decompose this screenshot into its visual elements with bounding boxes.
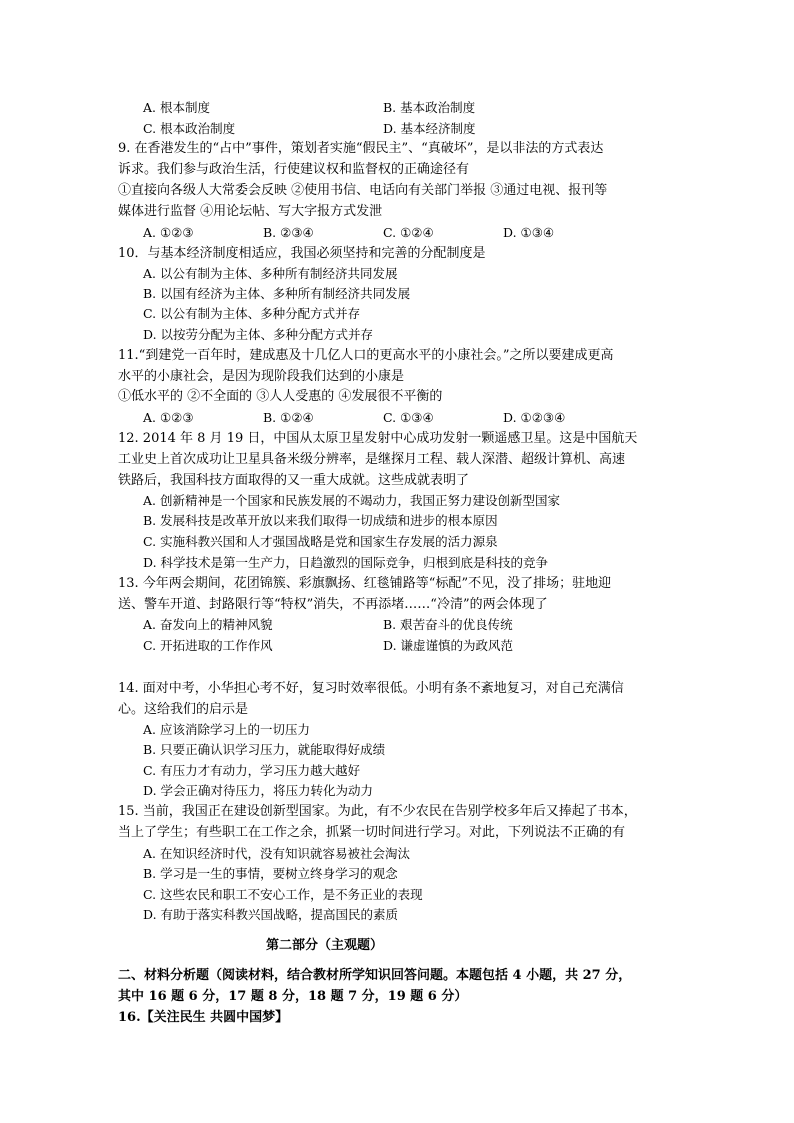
q14-stem-line2: 心。这给我们的启示是 (118, 702, 249, 717)
q8-option-a: A. 根本制度 (143, 100, 210, 115)
q13-option-c: C. 开拓进取的工作作风 (143, 638, 273, 653)
q15-stem-line1: 15. 当前，我国正在建设创新型国家。为此，有不少农民在告别学校多年后又捧起了书本， (118, 804, 637, 819)
q12-stem-line2: 工业史上首次成功让卫星具备米级分辨率，是继探月工程、载人深潜、超级计算机、高速 (118, 452, 626, 467)
q9-stem-line2: 诉求。我们参与政治生活，行使建议权和监督权的正确途径有 (118, 162, 470, 177)
q9-items-line1: ①直接向各级人大常委会反映 ②使用书信、电话向有关部门举报 ③通过电视、报刊等 (118, 183, 608, 198)
q12-option-a: A. 创新精神是一个国家和民族发展的不竭动力，我国正努力建设创新型国家 (143, 493, 560, 508)
q11-option-b: B. ①②④ (263, 410, 314, 425)
q11-option-d: D. ①②③④ (503, 410, 566, 425)
q8-option-c: C. 根本政治制度 (143, 121, 236, 136)
q15-option-c: C. 这些农民和职工不安心工作，是不务正业的表现 (143, 887, 423, 902)
q13-stem-line1: 13. 今年两会期间，花团锦簇、彩旗飘扬、红毯铺路等“标配”不见，没了排场；驻地迎 (118, 576, 612, 591)
q12-stem-line1: 12. 2014 年 8 月 19 日，中国从太原卫星发射中心成功发射一颗遥感卫星。这是中国航天 (118, 431, 638, 446)
part2-title: 第二部分（主观题） (266, 938, 384, 953)
q9-option-b: B. ②③④ (263, 225, 314, 240)
q14-option-a: A. 应该消除学习上的一切压力 (143, 722, 310, 737)
q10-stem: 10．与基本经济制度相适应，我国必须坚持和完善的分配制度是 (118, 246, 486, 261)
q14-option-d: D. 学会正确对待压力，将压力转化为动力 (143, 783, 374, 798)
q9-stem-line1: 9. 在香港发生的“占中”事件，策划者实施“假民主”、“真破坏”，是以非法的方式表达 (118, 141, 604, 156)
q14-stem-line1: 14. 面对中考，小华担心考不好，复习时效率很低。小明有条不紊地复习，对自己充满信 (118, 681, 624, 696)
q12-option-c: C. 实施科教兴国和人才强国战略是党和国家生存发展的活力源泉 (143, 534, 498, 549)
q15-option-a: A. 在知识经济时代，没有知识就容易被社会淘汰 (143, 846, 410, 861)
q9-option-d: D. ①③④ (503, 225, 555, 240)
q13-option-d: D. 谦虚谨慎的为政风范 (383, 638, 514, 653)
q12-stem-line3: 铁路后，我国科技方面取得的又一重大成就。这些成就表明了 (118, 473, 470, 488)
q13-option-a: A. 奋发向上的精神风貌 (143, 617, 273, 632)
q12-option-d: D. 科学技术是第一生产力，日趋激烈的国际竞争，归根到底是科技的竞争 (143, 555, 549, 570)
q8-option-b: B. 基本政治制度 (383, 100, 476, 115)
q15-option-d: D. 有助于落实科教兴国战略，提高国民的素质 (143, 907, 399, 922)
q15-stem-line2: 当上了学生；有些职工在工作之余，抓紧一切时间进行学习。对此，下列说法不正确的有 (118, 825, 626, 840)
section2-heading-line1: 二、材料分析题（阅读材料，结合教材所学知识回答问题。本题包括 4 小题，共 27 分， (118, 968, 632, 983)
q10-option-a: A. 以公有制为主体、多种所有制经济共同发展 (143, 266, 398, 281)
q9-option-a: A. ①②③ (143, 225, 194, 240)
q11-option-a: A. ①②③ (143, 410, 194, 425)
q10-option-b: B. 以国有经济为主体、多种所有制经济共同发展 (143, 286, 411, 301)
q16-title: 16.【关注民生 共圆中国梦】 (118, 1010, 289, 1025)
q14-option-c: C. 有压力才有动力，学习压力越大越好 (143, 763, 361, 778)
q15-option-b: B. 学习是一生的事情，要树立终身学习的观念 (143, 866, 398, 881)
q13-stem-line2: 送、警车开道、封路限行等“特权”消失，不再添堵……“冷清”的两会体现了 (118, 597, 548, 612)
q8-option-d: D. 基本经济制度 (383, 121, 476, 136)
q11-stem-line1: 11.“到建党一百年时，建成惠及十几亿人口的更高水平的小康社会。”之所以要建成更高 (118, 348, 614, 363)
section2-heading-line2: 其中 16 题 6 分，17 题 8 分，18 题 7 分，19 题 6 分） (118, 989, 468, 1004)
q9-items-line2: 媒体进行监督 ④用论坛帖、写大字报方式发泄 (118, 204, 383, 219)
q9-option-c: C. ①②④ (383, 225, 434, 240)
q12-option-b: B. 发展科技是改革开放以来我们取得一切成绩和进步的根本原因 (143, 513, 498, 528)
q10-option-d: D. 以按劳分配为主体、多种分配方式并存 (143, 327, 374, 342)
q10-option-c: C. 以公有制为主体、多种分配方式并存 (143, 306, 361, 321)
q11-items: ①低水平的 ②不全面的 ③人人受惠的 ④发展很不平衡的 (118, 389, 443, 404)
q13-option-b: B. 艰苦奋斗的优良传统 (383, 617, 513, 632)
q14-option-b: B. 只要正确认识学习压力，就能取得好成绩 (143, 742, 386, 757)
q11-option-c: C. ①③④ (383, 410, 434, 425)
q11-stem-line2: 水平的小康社会，是因为现阶段我们达到的小康是 (118, 369, 405, 384)
